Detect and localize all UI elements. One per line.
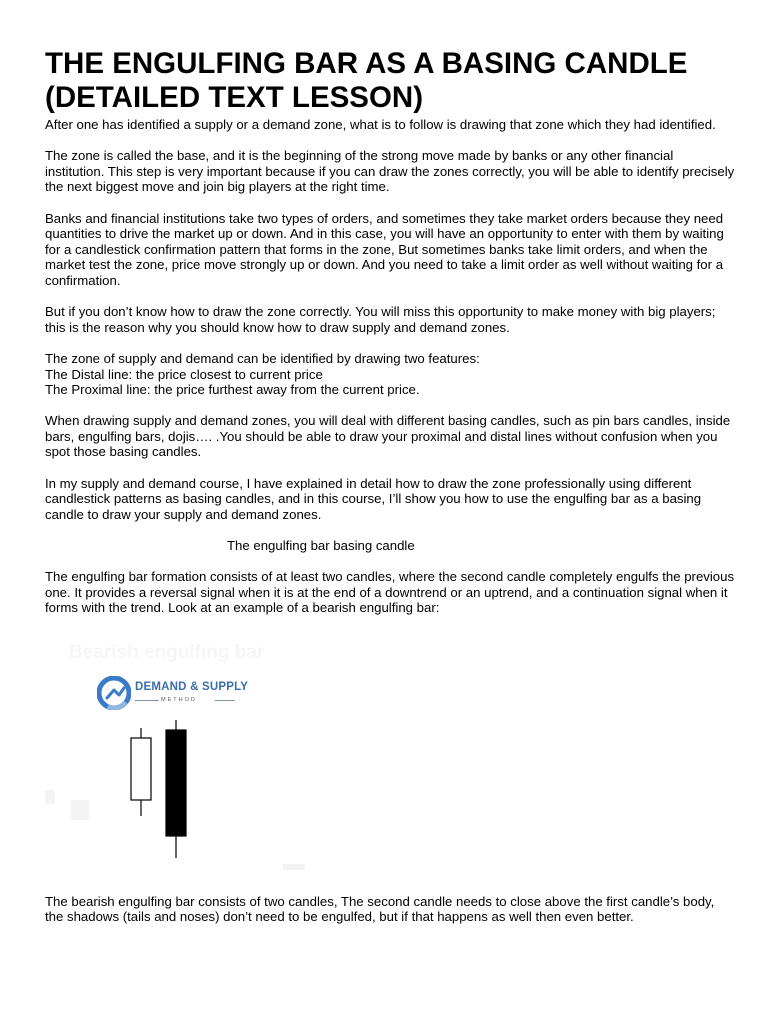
document-page <box>45 47 735 940</box>
orders-paragraph: Banks and financial institutions take two types of orders, and sometimes they take market orders because they need quantities to drive the market up or down. And in this case, you will have an opportunity to enter with them by waiting for a candlestick confirmation pattern that forms in the zone, But sometimes banks take limit orders, and when the market test the zone, price move strongly up or down. And you need to take a limit order as well without waiting for a confirmation. <box>45 210 724 288</box>
miss-opportunity-paragraph: But if you don’t know how to draw the zone correctly. You will miss this opportunity to make money with big players; this is the reason why you should know how to draw supply and demand zones. <box>45 304 716 335</box>
proximal-line-definition: The Proximal line: the price furthest away from the current price. <box>45 382 420 398</box>
zone-intro: The zone of supply and demand can be identified by drawing two features: <box>45 350 480 366</box>
bull-candle-body <box>131 738 151 800</box>
section-subheading: The engulfing bar basing candle <box>227 538 415 554</box>
engulfing-formation-paragraph: The engulfing bar formation consists of at least two candles, where the second candle completely engulfs the previous one. It provides a reversal signal when it is at the end of a downtrend or an uptrend, and a continuation signal when it forms with the trend. Look at an example of a bearish engulfing bar: <box>45 569 735 616</box>
ghost-mark <box>45 790 55 804</box>
basing-candles-paragraph: When drawing supply and demand zones, you will deal with different basing candles, such as pin bars candles, inside bars, engulfing bars, dojis…. .You should be able to draw your proximal and distal lines without confusion when you spot those basing candles. <box>45 413 731 460</box>
zone-features-paragraph <box>45 351 735 398</box>
page-title <box>45 47 735 115</box>
logo-emblem-icon <box>97 676 131 710</box>
intro-paragraph: After one has identified a supply or a demand zone, what is to follow is drawing that zone which they had identified. <box>45 117 716 132</box>
closing-paragraph: The bearish engulfing bar consists of two candles, The second candle needs to close above the first candle’s body, the shadows (tails and noses) don’t need to be engulfed, but if that happens as well then even better. <box>45 893 715 925</box>
course-paragraph: In my supply and demand course, I have explained in detail how to draw the zone professionally using different candlestick patterns as basing candles, and in this course, I’ll show you how to use the engulfing bar as a basing candle to draw your supply and demand zones. <box>45 475 702 522</box>
logo-rule-right <box>215 700 235 701</box>
demand-supply-logo <box>97 676 249 716</box>
logo-text: DEMAND & SUPPLY <box>135 680 249 693</box>
base-paragraph: The zone is called the base, and it is the beginning of the strong move made by banks or any other financial institution. This step is very important because if you can draw the zones correctly, you will be able to identify precisely the next biggest move and join big players at the right time. <box>45 148 735 195</box>
title-line-1: THE ENGULFING BAR AS A BASING CANDLE <box>45 47 688 80</box>
figure-faint-caption: Bearish engulfing bar <box>69 641 265 663</box>
logo-rule-left <box>135 700 159 701</box>
distal-line-definition: The Distal line: the price closest to current price <box>45 366 323 382</box>
title-line-2: (DETAILED TEXT LESSON) <box>45 81 424 114</box>
logo-subtext: METHOD <box>161 696 197 703</box>
ghost-mark <box>283 864 305 870</box>
engulfing-candles-chart <box>125 720 205 880</box>
bearish-engulfing-figure <box>45 632 735 890</box>
ghost-mark <box>71 800 89 820</box>
bear-candle-body <box>166 730 186 836</box>
